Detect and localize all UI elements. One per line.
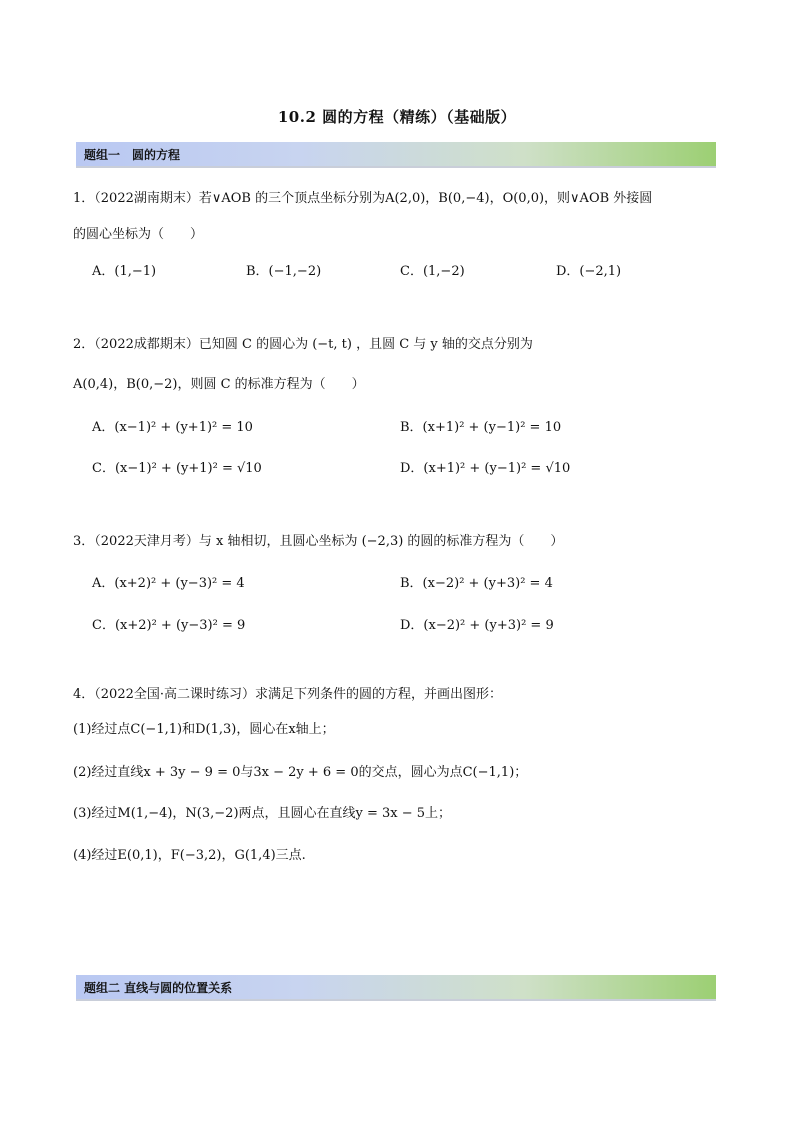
question-2-line-2: A(0,4)，B(0,−2)，则圆 C 的标准方程为（ ） <box>73 377 365 392</box>
section-banner-1: 题组一 圆的方程 <box>76 142 716 168</box>
q2-option-b: B．(x+1)² + (y−1)² = 10 <box>400 420 562 435</box>
question-4-item-2: (2)经过直线x + 3y − 9 = 0与3x − 2y + 6 = 0的交点，圆心为点C(−1,1)； <box>73 765 528 780</box>
q3-option-b: B．(x−2)² + (y+3)² = 4 <box>400 576 553 591</box>
question-3-line-1: 3．（2022天津月考）与 x 轴相切，且圆心坐标为 (−2,3) 的圆的标准方程为（ ） <box>73 534 564 549</box>
q1-option-d: D．(−2,1) <box>556 264 622 279</box>
q2-option-d: D．(x+1)² + (y−1)² = √10 <box>400 461 571 476</box>
q2-option-a: A．(x−1)² + (y+1)² = 10 <box>92 420 253 435</box>
q1-option-c: C．(1,−2) <box>400 264 465 279</box>
q3-option-d: D．(x−2)² + (y+3)² = 9 <box>400 618 554 633</box>
question-1-line-1: 1．（2022湖南期末）若∨AOB 的三个顶点坐标分别为A(2,0)，B(0,−4)，O(0,0)，则∨AOB 外接圆 <box>73 191 653 206</box>
question-2-line-1: 2．（2022成都期末）已知圆 C 的圆心为 (−t, t) ，且圆 C 与 y 轴的交点分别为 <box>73 337 533 352</box>
q1-option-b: B．(−1,−2) <box>246 264 322 279</box>
section-banner-2: 题组二 直线与圆的位置关系 <box>76 975 716 1001</box>
question-4-line-1: 4．（2022全国·高二课时练习）求满足下列条件的圆的方程，并画出图形： <box>73 687 502 702</box>
question-1-line-2: 的圆心坐标为（ ） <box>73 227 204 242</box>
q1-option-a: A．(1,−1) <box>92 264 157 279</box>
q3-option-a: A．(x+2)² + (y−3)² = 4 <box>92 576 245 591</box>
q2-option-c: C．(x−1)² + (y+1)² = √10 <box>92 461 262 476</box>
question-4-item-3: (3)经过M(1,−4)，N(3,−2)两点，且圆心在直线y = 3x − 5上； <box>73 806 452 821</box>
question-4-item-1: (1)经过点C(−1,1)和D(1,3)，圆心在x轴上； <box>73 722 335 737</box>
q3-option-c: C．(x+2)² + (y−3)² = 9 <box>92 618 246 633</box>
question-4-item-4: (4)经过E(0,1)，F(−3,2)，G(1,4)三点. <box>73 848 306 863</box>
page-title: 10.2 圆的方程（精练）（基础版） <box>277 108 517 126</box>
